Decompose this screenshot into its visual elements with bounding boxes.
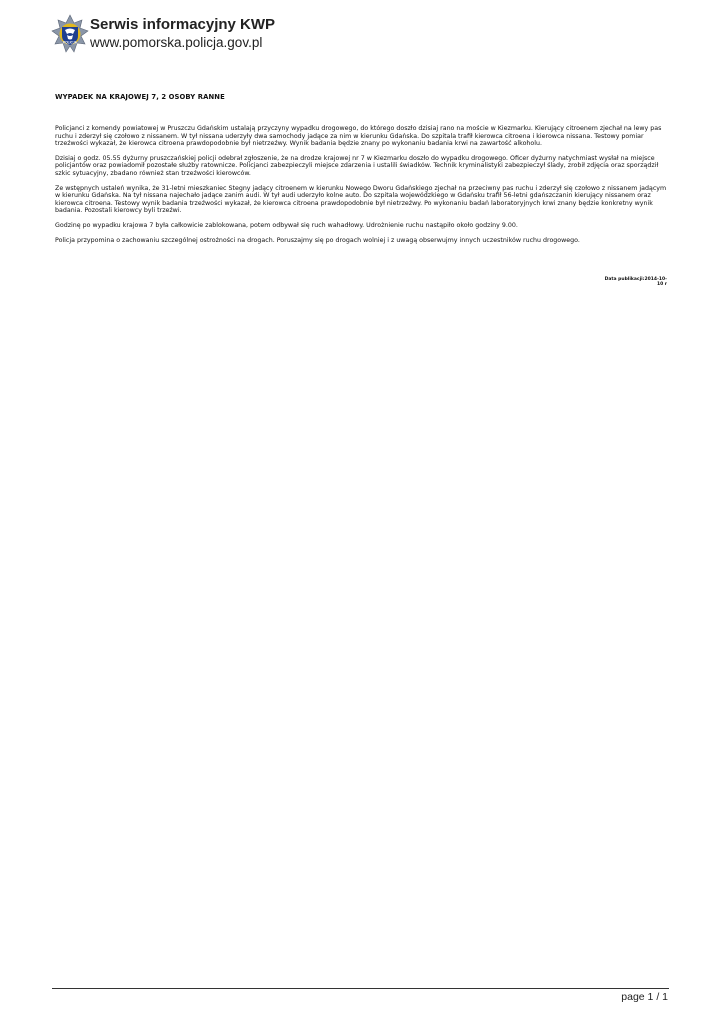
article-paragraph: Godzinę po wypadku krajowa 7 była całkowicie zablokowana, potem odbywał się ruch wahadłowy. Udrożnienie ruchu nastąpiło około godziny 9.00. [55,221,518,229]
footer-divider [52,988,669,989]
police-badge-icon [50,14,90,54]
badge-text: POLICJA [63,40,77,45]
page-number: page 1 / 1 [621,991,668,1003]
site-title: Serwis informacyjny KWP [90,16,276,33]
article-paragraph: Dzisiaj o godz. 05.55 dyżurny pruszczańskiej policji odebrał zgłoszenie, że na drodze krajowej nr 7 w Kiezmarku doszło do wypadku drogowego. Oficer dyżurny natychmiast wysłał na miejsce policjantów oraz powiadomił pozostałe służby ratownicze. Policjanci zabezpieczyli miejsce zdarzenia i ustalili świadków. Technik kryminalistyki zabezpieczył ślady, zrobił zdjęcia oraz sporządził szkic sytuacyjny, zbadano również stan trzeźwości kierowców. [55,154,659,177]
article-paragraph: Policjanci z komendy powiatowej w Pruszczu Gdańskim ustalają przyczyny wypadku drogowego, do którego doszło dzisiaj rano na moście w Kiezmarku. Kierujący citroenem zjechał na lewy pas ruchu i zderzył się czołowo z nissanem. W tył nissana uderzyły dwa samochody jadące za nim w kierunku Gdańska. Do szpitala trafił kierowca citroena i kierowca nissana. Testowy pomiar trzeźwości wykazał, że kierowca citroena prawdopodobnie był nietrzeźwy. Wynik badania będzie znany po wykonaniu badania krwi na zawartość alkoholu. [55,125,662,148]
article-paragraph: Ze wstępnych ustaleń wynika, że 31-letni mieszkaniec Stegny jadący citroenem w kierunku Nowego Dworu Gdańskiego zjechał na przeciwny pas ruchu i zderzył się czołowo z nissanem jadącym w kierunku Gdańska. Na tył nissana najechało jadące zanim audi. W tył audi uderzyło kolne auto. Do szpitala wojewódzkiego w Gdańsku trafił 56-letni gdańszczanin kierujący nissanem oraz kierowca citroena. Testowy wynik badania trzeźwości wykazał, że kierowca citroena prawdopodobnie był nietrzeźwy. Po wykonaniu badań laboratoryjnych krwi znany będzie konkretny wynik badania. Pozostali kierowcy byli trzeźwi. [55,184,667,215]
page-header [50,14,670,58]
article-title: WYPADEK NA KRAJOWEJ 7, 2 OSOBY RANNE [55,93,225,101]
site-url: www.pomorska.policja.gov.pl [90,35,263,50]
article-paragraph: Policja przypomina o zachowaniu szczególnej ostrożności na drogach. Poruszajmy się po drogach wolniej i z uwagą obserwujmy innych uczestników ruchu drogowego. [55,236,580,244]
publication-date: Data publikacji:2014-10-10 r [604,277,667,288]
article-body [55,125,670,251]
